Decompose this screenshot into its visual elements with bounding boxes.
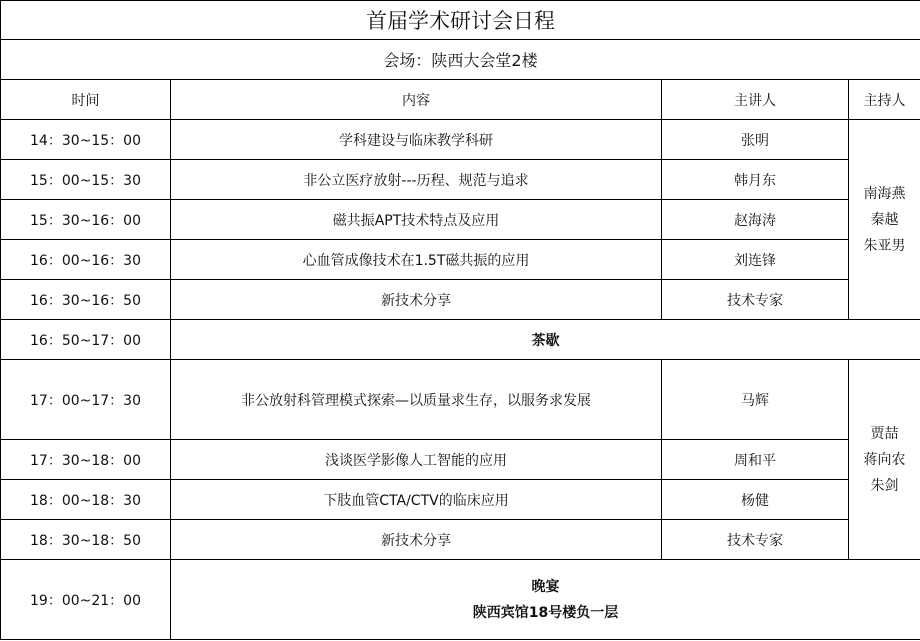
time-cell: 19：00~21：00 (1, 560, 171, 640)
table-row (1, 240, 920, 280)
host-cell-session1 (849, 120, 920, 320)
speaker-cell: 刘连锋 (662, 240, 849, 280)
dinner-row (1, 560, 920, 640)
host-name: 贾喆 (870, 425, 899, 442)
speaker-cell: 张明 (662, 120, 849, 160)
time-cell: 18：30~18：50 (1, 520, 171, 560)
host-name: 南海燕 (863, 185, 906, 202)
header-content: 内容 (171, 80, 662, 120)
speaker-cell: 马辉 (662, 360, 849, 440)
speaker-cell: 周和平 (662, 440, 849, 480)
break-row (1, 320, 920, 360)
time-cell: 15：30~16：00 (1, 200, 171, 240)
content-cell: 新技术分享 (171, 280, 662, 320)
table-row (1, 160, 920, 200)
header-row (1, 80, 920, 120)
table-row (1, 200, 920, 240)
venue-label: 会场：陕西大会堂2楼 (1, 40, 920, 80)
content-cell: 磁共振APT技术特点及应用 (171, 200, 662, 240)
content-cell: 新技术分享 (171, 520, 662, 560)
time-cell: 16：30~16：50 (1, 280, 171, 320)
table-row (1, 520, 920, 560)
table-row (1, 120, 920, 160)
content-cell: 下肢血管CTA/CTV的临床应用 (171, 480, 662, 520)
header-host: 主持人 (849, 80, 920, 120)
host-name: 蒋向农 (863, 451, 906, 468)
header-time: 时间 (1, 80, 171, 120)
time-cell: 17：30~18：00 (1, 440, 171, 480)
content-cell: 非公立医疗放射---历程、规范与追求 (171, 160, 662, 200)
host-name: 朱亚男 (863, 237, 906, 254)
speaker-cell: 韩月东 (662, 160, 849, 200)
time-cell: 15：00~15：30 (1, 160, 171, 200)
host-name: 秦越 (870, 211, 899, 228)
speaker-cell: 赵海涛 (662, 200, 849, 240)
table-row (1, 480, 920, 520)
speaker-cell: 技术专家 (662, 520, 849, 560)
break-label: 茶歇 (171, 320, 920, 360)
page-title: 首届学术研讨会日程 (1, 1, 920, 40)
speaker-cell: 杨健 (662, 480, 849, 520)
dinner-cell (171, 560, 920, 640)
table-row (1, 360, 920, 440)
content-cell: 浅谈医学影像人工智能的应用 (171, 440, 662, 480)
dinner-location: 陕西宾馆18号楼负一层 (472, 604, 619, 621)
table-row (1, 440, 920, 480)
time-cell: 17：00~17：30 (1, 360, 171, 440)
dinner-label: 晚宴 (531, 578, 560, 595)
time-cell: 18：00~18：30 (1, 480, 171, 520)
header-speaker: 主讲人 (662, 80, 849, 120)
time-cell: 16：00~16：30 (1, 240, 171, 280)
host-name: 朱剑 (870, 477, 899, 494)
table-row (1, 280, 920, 320)
content-cell: 非公放射科管理模式探索—以质量求生存，以服务求发展 (171, 360, 662, 440)
host-cell-session2 (849, 360, 920, 560)
speaker-cell: 技术专家 (662, 280, 849, 320)
time-cell: 16：50~17：00 (1, 320, 171, 360)
content-cell: 学科建设与临床教学科研 (171, 120, 662, 160)
time-cell: 14：30~15：00 (1, 120, 171, 160)
content-cell: 心血管成像技术在1.5T磁共振的应用 (171, 240, 662, 280)
